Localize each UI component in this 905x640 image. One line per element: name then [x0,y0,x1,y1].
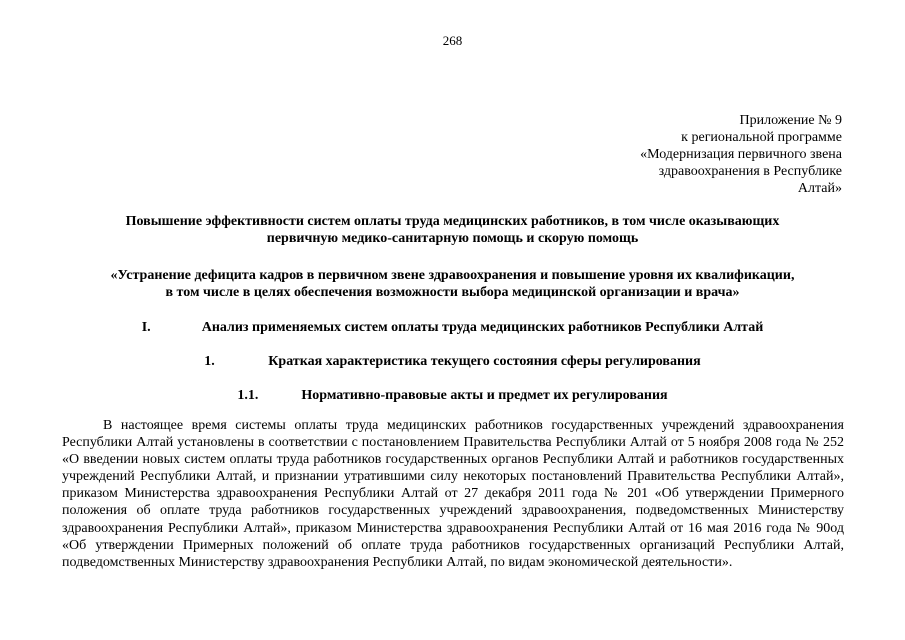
main-title-line: первичную медико-санитарную помощь и скорую помощь [266,231,639,246]
subsection-title: Краткая характеристика текущего состояния сферы регулирования [268,354,701,369]
program-title-line: в том числе в целях обеспечения возможности выбора медицинской организации и врача» [165,285,740,300]
appendix-line: Алтай» [797,181,842,196]
program-title-line: «Устранение дефицита кадров в первичном звене здравоохранения и повышение уровня их квалификации, [110,268,795,283]
appendix-line: к региональной программе [681,130,842,145]
section-title: Анализ применяемых систем оплаты труда медицинских работников Республики Алтай [201,320,764,335]
subsection-heading [0,353,905,370]
section-heading [0,319,905,336]
subsubsection-heading [0,387,905,404]
appendix-line: здравоохранения в Республике [658,164,842,179]
subsubsection-title: Нормативно-правовые акты и предмет их регулирования [301,388,668,403]
section-number: I. [141,320,151,335]
appendix-block [640,112,842,197]
main-title [0,213,905,247]
subsection-number: 1. [204,354,215,369]
body-paragraph: В настоящее время системы оплаты труда медицинских работников государственных учреждений здравоохранения Республики Алтай установлены в соответствии с постановлением Правительства Республики Алтай от 5 ноября 2008 года № 252 «О введении новых систем оплаты труда работников государственных органов Республики Алтай и работников государственных учреждений Республики Алтай, и признании утратившими силу некоторых постановлений Правительства Республики Алтай», приказом Министерства здравоохранения Республики Алтай от 27 декабря 2011 года № 201 «Об утверждении Примерного положения об оплате труда работников государственных учреждений здравоохранения, подведомственных Министерству здравоохранения Республики Алтай», приказом Министерства здравоохранения Республики Алтай от 16 мая 2016 года № 90од «Об утверждении Примерных положений об оплате труда работников государственных организаций Республики Алтай, подведомственных Министерству здравоохранения Республики Алтай, по видам экономической деятельности». [62,418,844,570]
appendix-line: «Модернизация первичного звена [640,147,842,162]
subsubsection-number: 1.1. [237,388,259,403]
main-title-line: Повышение эффективности систем оплаты труда медицинских работников, в том числе оказывающих [125,214,780,229]
page-number: 268 [442,33,463,48]
appendix-line: Приложение № 9 [739,113,842,128]
program-title [0,267,905,301]
